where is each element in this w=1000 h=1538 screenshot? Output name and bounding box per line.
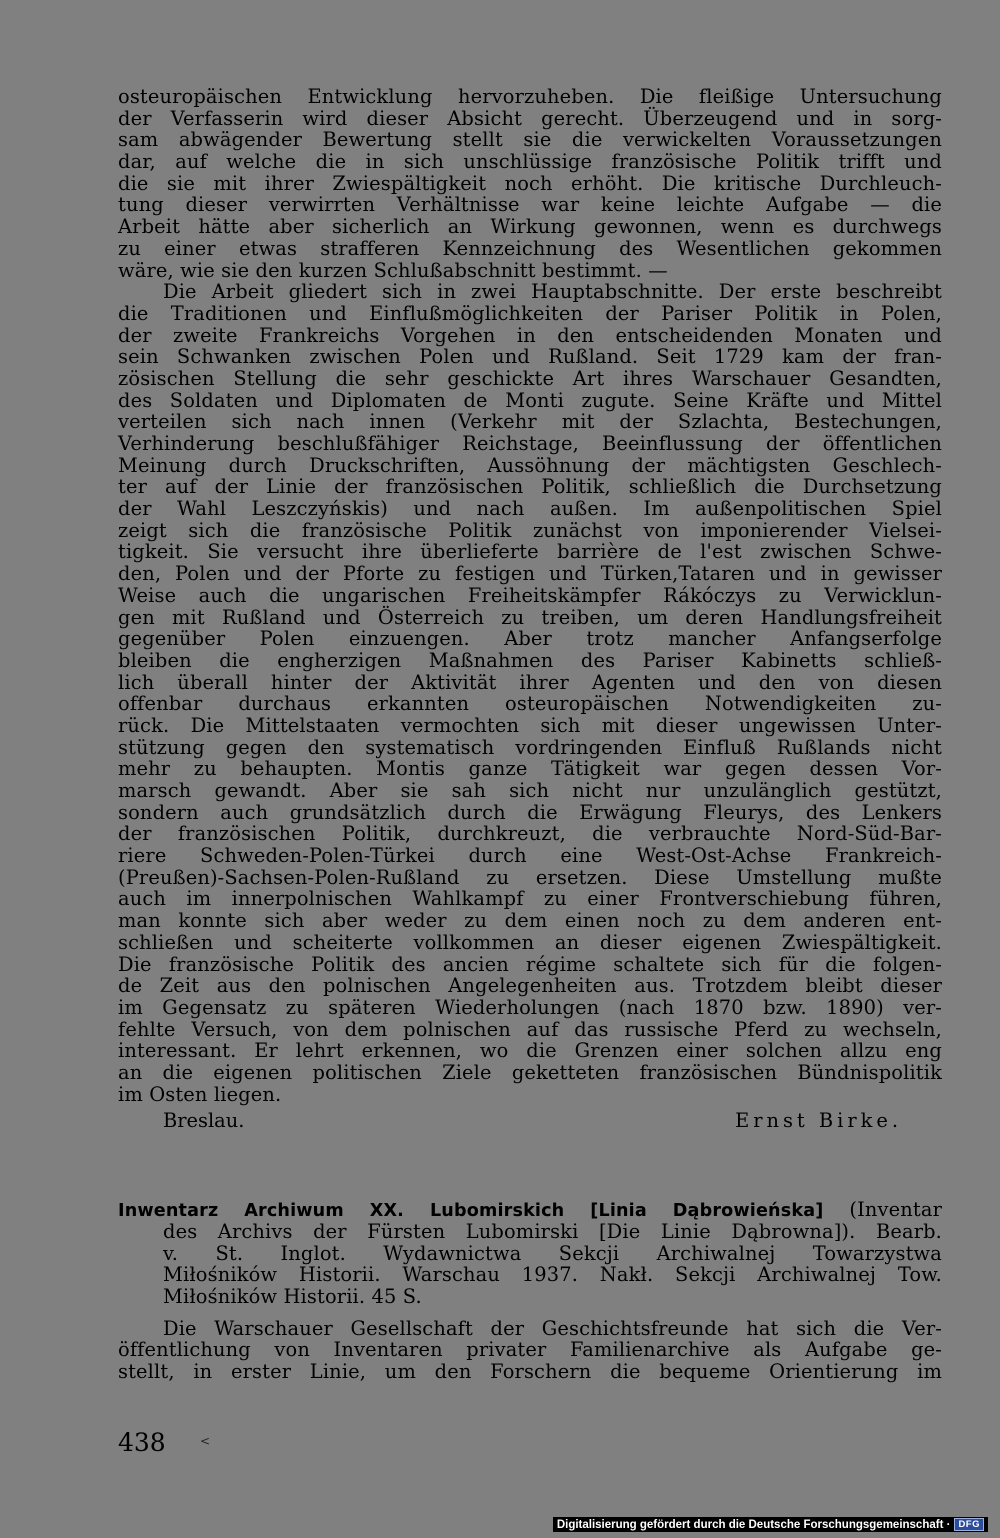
text-line: die sie mit ihrer Zwiespältigkeit noch erhöht. Die kritische Durchleuch- xyxy=(118,171,942,195)
text-line: riere Schweden-Polen-Türkei durch eine West-Ost-Achse Frankreich- xyxy=(118,844,942,868)
text-line: wäre, wie sie den kurzen Schlußabschnitt bestimmt. — xyxy=(118,258,668,282)
heading-line: Miłośników Historii. 45 S. xyxy=(163,1285,422,1309)
text-line: der Wahl Leszczyńskis) und nach außen. Im außenpolitischen Spiel xyxy=(118,497,942,521)
heading-line: des Archivs der Fürsten Lubomirski [Die Linie Dąbrowna]). Bearb. xyxy=(163,1220,942,1243)
text-line: Die französische Politik des ancien régime schaltete sich für die folgen- xyxy=(118,952,942,976)
review2-body xyxy=(118,1318,942,1383)
page-body xyxy=(118,86,942,1383)
text-line: ter auf der Linie der französischen Politik, schließlich die Durchsetzung xyxy=(118,475,942,499)
text-line: auch im innerpolnischen Wahlkampf zu einer Frontverschiebung führen, xyxy=(118,887,942,911)
text-line: tung dieser verwirrten Verhältnisse war keine leichte Aufgabe — die xyxy=(118,193,942,217)
text-line: man konnte sich aber weder zu dem einen noch zu dem anderen ent- xyxy=(118,909,942,933)
heading-line: v. St. Inglot. Wydawnictwa Sekcji Archiwalnej Towarzystwa xyxy=(163,1241,942,1265)
page-number: 438 xyxy=(118,1428,166,1457)
text-line: interessant. Er lehrt erkennen, wo die Grenzen einer solchen allzu eng xyxy=(118,1039,942,1063)
text-line: bleiben die engherzigen Maßnahmen des Pariser Kabinetts schließ- xyxy=(118,648,942,672)
book-title: Inwentarz Archiwum XX. Lubomirskich [Linia Dąbrowieńska] xyxy=(118,1201,824,1222)
text-line: der französischen Politik, durchkreuzt, die verbrauchte Nord-Süd-Bar- xyxy=(118,822,942,846)
text-line: rück. Die Mittelstaaten vermochten sich mit dieser ungewissen Unter- xyxy=(118,713,942,737)
review1-paragraph2 xyxy=(118,281,942,1105)
signature-author: Ernst Birke. xyxy=(735,1109,902,1133)
review2-heading xyxy=(118,1199,942,1307)
heading-line xyxy=(118,1199,942,1221)
text-line: offenbar durchaus erkannten osteuropäischen Notwendigkeiten zu- xyxy=(118,692,942,716)
text-line: de Zeit aus den polnischen Angelegenheiten aus. Trotzdem bleibt dieser xyxy=(118,974,942,998)
text-line: im Gegensatz zu späteren Wiederholungen (nach 1870 bzw. 1890) ver- xyxy=(118,995,942,1019)
text-line: Meinung durch Druckschriften, Aussöhnung der mächtigsten Geschlech- xyxy=(118,453,942,477)
text-line: osteuropäischen Entwicklung hervorzuheben. Die fleißige Untersuchung xyxy=(118,85,942,108)
text-line: zösischen Stellung die sehr geschickte Art ihres Warschauer Gesandten, xyxy=(118,366,942,390)
text-line: stellt, in erster Linie, um den Forschern die bequeme Orientierung im xyxy=(118,1360,942,1384)
text-line: verteilen sich nach innen (Verkehr mit der Szlachta, Bestechungen, xyxy=(118,410,942,434)
text-line: gen mit Rußland und Österreich zu treiben, um deren Handlungsfreiheit xyxy=(118,605,942,629)
text-line: (Preußen)-Sachsen-Polen-Rußland zu ersetzen. Diese Umstellung mußte xyxy=(118,865,942,889)
text-line: öffentlichung von Inventaren privater Familienarchive als Aufgabe ge- xyxy=(118,1338,942,1362)
text-line: fehlte Versuch, von dem polnischen auf das russische Pferd zu wechseln, xyxy=(118,1017,942,1041)
text-line: Weise auch die ungarischen Freiheitskämpfer Rákóczys zu Verwicklun- xyxy=(118,583,942,607)
text-line: den, Polen und der Pforte zu festigen und Türken,Tataren und in gewisser xyxy=(118,562,942,586)
text-line: Die Warschauer Gesellschaft der Geschichtsfreunde hat sich die Ver- xyxy=(163,1316,942,1340)
digitization-footer xyxy=(553,1517,988,1532)
text-line: Verhinderung beschlußfähiger Reichstage, Beeinflussung der öffentlichen xyxy=(118,432,942,455)
text-line: gegenüber Polen einzuengen. Aber trotz mancher Anfangserfolge xyxy=(118,627,942,651)
text-line: an die eigenen politischen Ziele geketteten französischen Bündnispolitik xyxy=(118,1060,942,1084)
text-line: die Traditionen und Einflußmöglichkeiten der Pariser Politik in Polen, xyxy=(118,301,942,325)
review-signature xyxy=(118,1109,942,1137)
text-line: im Osten liegen. xyxy=(118,1082,282,1106)
text-line: dar, auf welche die in sich unschlüssige französische Politik trifft und xyxy=(118,150,942,174)
text-line: schließen und scheiterte vollkommen an dieser eigenen Zwiespältigkeit. xyxy=(118,930,942,954)
signature-place: Breslau. xyxy=(163,1109,245,1133)
text-line: stützung gegen den systematisch vordringenden Einfluß Rußlands nicht xyxy=(118,735,942,759)
text-line: lich überall hinter der Aktivität ihrer Agenten und den von diesen xyxy=(118,670,942,694)
text-line: mehr zu behaupten. Montis ganze Tätigkeit war gegen dessen Vor- xyxy=(118,757,942,781)
text-line: marsch gewandt. Aber sie sah sich nicht nur unzulänglich gestützt, xyxy=(118,779,942,802)
heading-line: Miłośników Historii. Warschau 1937. Nakł. Sekcji Archiwalnej Tow. xyxy=(163,1263,942,1287)
text-line: des Soldaten und Diplomaten de Monti zugute. Seine Kräfte und Mittel xyxy=(118,388,942,412)
footer-text: Digitalisierung gefördert durch die Deutsche Forschungsgemeinschaft · xyxy=(556,1518,951,1531)
text-line: zeigt sich die französische Politik zunächst von imponierender Vielsei- xyxy=(118,518,942,542)
text-line: sam abwägender Bewertung stellt sie die verwickelten Voraussetzungen xyxy=(118,128,942,152)
text-line: Die Arbeit gliedert sich in zwei Hauptabschnitte. Der erste beschreibt xyxy=(163,280,942,304)
dfg-logo-icon: DFG xyxy=(954,1518,984,1531)
text-line: der zweite Frankreichs Vorgehen in den entscheidenden Monaten und xyxy=(118,323,942,347)
page-mark: < xyxy=(200,1434,211,1448)
text-line: zu einer etwas strafferen Kennzeichnung des Wesentlichen gekommen xyxy=(118,236,942,260)
text-line: sein Schwanken zwischen Polen und Rußland. Seit 1729 kam der fran- xyxy=(118,345,942,369)
text-line: sondern auch grundsätzlich durch die Erwägung Fleurys, des Lenkers xyxy=(118,800,942,824)
review1-paragraph1 xyxy=(118,86,942,281)
text-line: tigkeit. Sie versucht ihre überlieferte barrière de l'est zwischen Schwe- xyxy=(118,540,942,564)
text-line: Arbeit hätte aber sicherlich an Wirkung gewonnen, wenn es durchwegs xyxy=(118,215,942,239)
heading-text: (Inventar xyxy=(849,1198,942,1222)
text-line: der Verfasserin wird dieser Absicht gerecht. Überzeugend und in sorg- xyxy=(118,106,942,130)
